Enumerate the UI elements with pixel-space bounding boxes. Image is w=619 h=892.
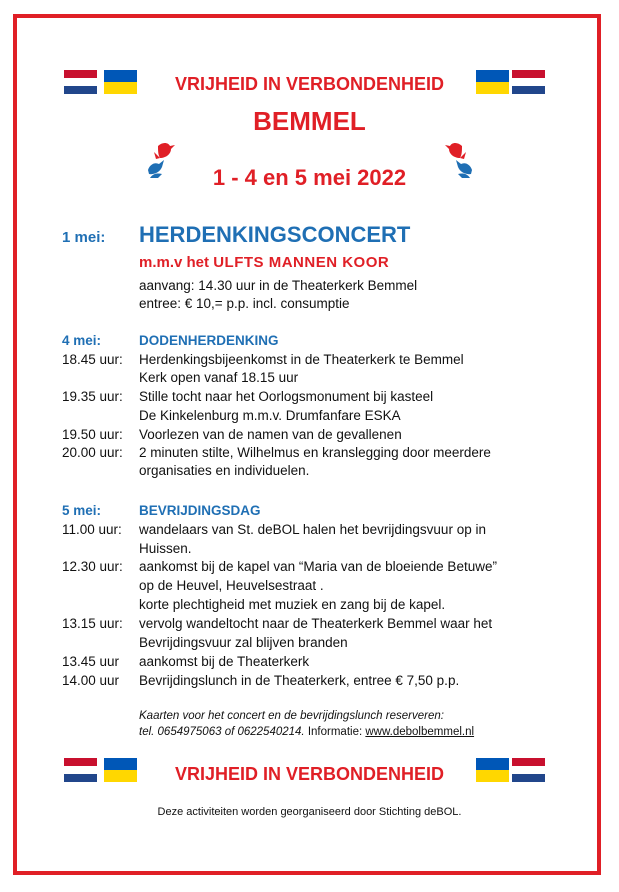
may4-text: De Kinkelenburg m.m.v. Drumfanfare ESKA: [139, 408, 401, 423]
may5-text: vervolg wandeltocht naar de Theaterkerk Bemmel waar het: [139, 616, 493, 631]
may4-time: 18.45 uur:: [62, 352, 123, 367]
may5-text: wandelaars van St. deBOL halen het bevrijdingsvuur op in: [139, 522, 486, 537]
may4-text: organisaties en individuelen.: [139, 463, 310, 478]
may5-text: op de Heuvel, Heuvelsestraat .: [139, 578, 324, 593]
may5-text: Bevrijdingslunch in de Theaterkerk, entree € 7,50 p.p.: [139, 673, 460, 688]
may5-text: korte plechtigheid met muziek en zang bij de kapel.: [139, 597, 446, 612]
may4-text: Herdenkingsbijeenkomst in de Theaterkerk te Bemmel: [139, 352, 464, 367]
header-motto: VRIJHEID IN VERBONDENHEID: [174, 74, 445, 94]
may5-text: Bevrijdingsvuur zal blijven branden: [139, 635, 348, 650]
may5-time: 14.00 uur: [62, 673, 120, 688]
may5-text: Huissen.: [139, 541, 192, 556]
tickets-contact: [139, 726, 474, 738]
may5-text: aankomst bij de Theaterkerk: [139, 654, 310, 669]
concert-subtitle-prefix: m.m.v het: [139, 254, 210, 271]
footer-organizer: Deze activiteiten worden georganiseerd door Stichting deBOL.: [157, 806, 462, 818]
website-link[interactable]: www.debolbemmel.nl: [365, 726, 475, 738]
may4-day: 4 mei:: [62, 333, 102, 348]
may4-time: 20.00 uur:: [62, 445, 123, 460]
tickets-phone: tel. 0654975063 of 0622540214.: [139, 726, 305, 738]
footer-motto: VRIJHEID IN VERBONDENHEID: [174, 764, 445, 784]
may5-time: 13.15 uur:: [62, 616, 123, 631]
may4-title: DODENHERDENKING: [139, 333, 279, 348]
may5-text: aankomst bij de kapel van “Maria van de bloeiende Betuwe”: [139, 559, 497, 574]
may4-time: 19.50 uur:: [62, 427, 123, 442]
concert-entry-line: entree: € 10,= p.p. incl. consumptie: [139, 296, 350, 311]
may4-text: 2 minuten stilte, Wilhelmus en kranslegging door meerdere: [139, 445, 491, 460]
may4-time: 19.35 uur:: [62, 389, 123, 404]
may4-text: Kerk open vanaf 18.15 uur: [139, 370, 299, 385]
concert-start-line: aanvang: 14.30 uur in de Theaterkerk Bemmel: [139, 278, 418, 293]
may5-time: 13.45 uur: [62, 654, 120, 669]
tickets-line: Kaarten voor het concert en de bevrijdingslunch reserveren:: [139, 710, 444, 722]
may4-text: Voorlezen van de namen van de gevallenen: [139, 427, 402, 442]
header-place: BEMMEL: [253, 106, 366, 136]
header-dates: 1 - 4 en 5 mei 2022: [212, 165, 407, 190]
tickets-info-label: Informatie:: [307, 726, 363, 738]
may5-time: 12.30 uur:: [62, 559, 123, 574]
concert-day: 1 mei:: [62, 229, 106, 246]
may5-time: 11.00 uur:: [62, 522, 122, 537]
may5-day: 5 mei:: [62, 503, 102, 518]
concert-subtitle: [139, 254, 389, 271]
concert-title: HERDENKINGSCONCERT: [139, 222, 411, 247]
may4-text: Stille tocht naar het Oorlogsmonument bij kasteel: [139, 389, 434, 404]
concert-choir: ULFTS MANNEN KOOR: [213, 254, 390, 271]
may5-title: BEVRIJDINGSDAG: [139, 503, 261, 518]
